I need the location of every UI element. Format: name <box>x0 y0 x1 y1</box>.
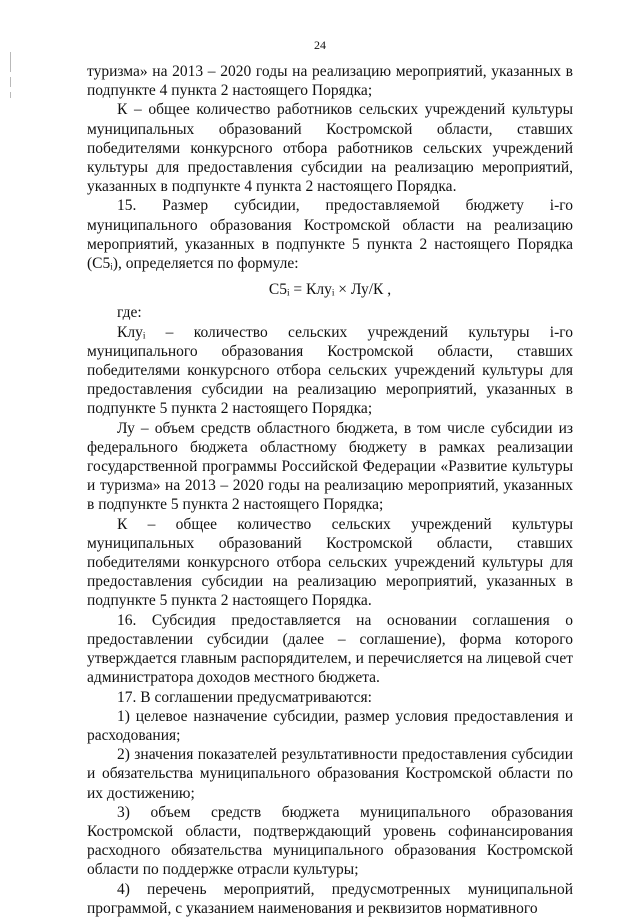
page-number: 24 <box>314 38 326 52</box>
paragraph-item-17: 17. В соглашении предусматриваются: <box>117 688 372 706</box>
margin-scan-mark <box>10 52 11 72</box>
paragraph-subitem-4: 4) перечень мероприятий, предусмотренных муниципальной программой, с указанием наименования и реквизитов нормативного <box>87 880 573 917</box>
paragraph-subitem-1: 1) целевое назначение субсидии, размер условия предоставления и расходования; <box>87 707 573 744</box>
paragraph-subitem-3: 3) объем средств бюджета муниципального образования Костромской области, подтверждающий уровень софинансирования расходного обязательства муниципального образования Костромской области по поддержке отрасли культуры; <box>87 803 573 879</box>
margin-scan-mark <box>10 92 11 98</box>
paragraph-subitem-2: 2) значения показателей результативности предоставления субсидии и обязательства муниципального образования Костромской области по их достижению; <box>87 746 573 802</box>
paragraph-definition-klu: Клуᵢ – количество сельских учреждений культуры i-го муниципального образования Костромской области, ставших победителями конкурсного отбора сельских учреждений культуры для предоставления субсидии на реализацию мероприятий, указанных в подпункте 5 пункта 2 настоящего Порядка; <box>87 323 573 418</box>
paragraph-item-15: 15. Размер субсидии, предоставляемой бюджету i-го муниципального образования Костромской области на реализацию мероприятий, указанных в подпункте 5 пункта 2 настоящего Порядка (С5ᵢ), определяется по формуле: <box>87 197 573 273</box>
document-body <box>87 62 573 918</box>
formula: С5ᵢ = Клуᵢ × Лу/К , <box>268 281 392 299</box>
margin-scan-mark <box>10 77 11 87</box>
paragraph-definition-lu: Лу – объем средств областного бюджета, в том числе субсидии из федерального бюджета областному бюджету в рамках реализации государственной программы Российской Федерации «Развитие культуры и туризма» на 2013 – 2020 годы на реализацию мероприятий, указанных в подпункте 5 пункта 2 настоящего Порядка; <box>87 419 573 514</box>
paragraph-definition-k2: К – общее количество сельских учреждений культуры муниципальных образований Костромской области, ставших победителями конкурсного отбора сельских учреждений культуры для предоставления субсидии на реализацию мероприятий, указанных в подпункте 5 пункта 2 настоящего Порядка. <box>87 515 573 610</box>
paragraph-continuation: туризма» на 2013 – 2020 годы на реализацию мероприятий, указанных в подпункте 4 пункта 2 настоящего Порядка; <box>87 63 573 100</box>
paragraph-definition-k: К – общее количество работников сельских учреждений культуры муниципальных образований Костромской области, ставших победителями конкурсного отбора работников сельских учреждений культуры для предоставления субсидии на реализацию мероприятий, указанных в подпункте 4 пункта 2 настоящего Порядка. <box>87 101 573 196</box>
paragraph-item-16: 16. Субсидия предоставляется на основании соглашения о предоставлении субсидии (далее – соглашение), форма которого утверждается главным распорядителем, и перечисляется на лицевой счет администратора доходов местного бюджета. <box>87 611 573 687</box>
paragraph-where: где: <box>117 304 142 322</box>
